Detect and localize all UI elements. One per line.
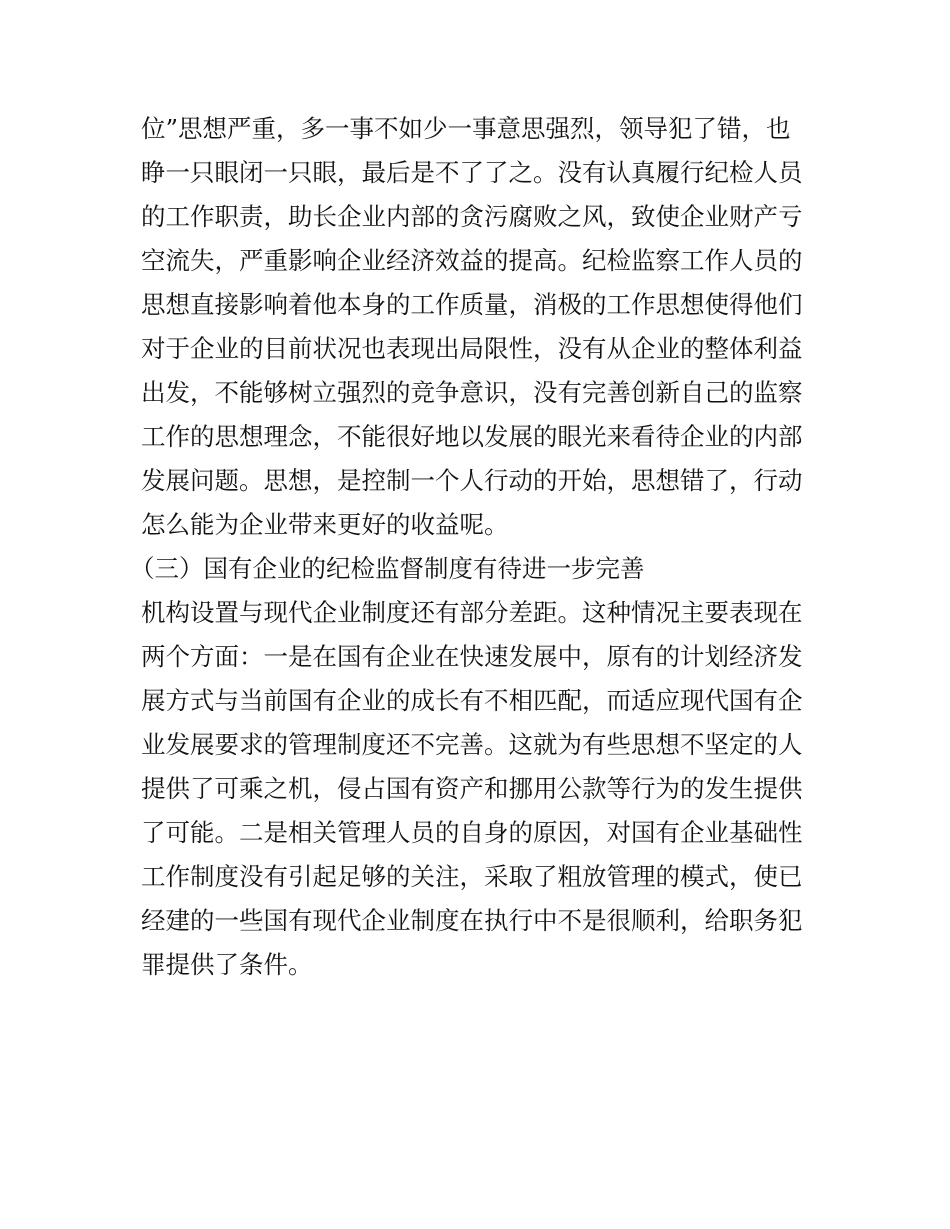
text-line: 提供了可乘之机，侵占国有资产和挪用公款等行为的发生提供	[141, 774, 803, 803]
text-line: 怎么能为企业带来更好的收益呢。	[141, 510, 509, 539]
text-line: 工作制度没有引起足够的关注，采取了粗放管理的模式，使已	[141, 862, 803, 891]
text-line: 了可能。二是相关管理人员的自身的原因，对国有企业基础性	[141, 818, 803, 847]
paragraph-1	[141, 107, 821, 547]
section-heading: （三）国有企业的纪检监督制度有待进一步完善	[130, 554, 645, 583]
text-line: 出发，不能够树立强烈的竞争意识，没有完善创新自己的监察	[141, 378, 803, 407]
text-line: 机构设置与现代企业制度还有部分差距。这种情况主要表现在	[141, 598, 803, 627]
document-body	[130, 107, 821, 987]
text-line: 空流失，严重影响企业经济效益的提高。纪检监察工作人员的	[141, 246, 803, 275]
text-line: 的工作职责，助长企业内部的贪污腐败之风，致使企业财产亏	[141, 202, 803, 231]
text-line: 位”思想严重，多一事不如少一事意思强烈，领导犯了错，也	[141, 114, 791, 143]
text-line: 对于企业的目前状况也表现出局限性，没有从企业的整体利益	[141, 334, 803, 363]
text-line: 经建的一些国有现代企业制度在执行中不是很顺利，给职务犯	[141, 906, 803, 935]
text-line: 两个方面：一是在国有企业在快速发展中，原有的计划经济发	[141, 642, 803, 671]
text-line: 发展问题。思想，是控制一个人行动的开始，思想错了，行动	[141, 466, 803, 495]
text-line: 业发展要求的管理制度还不完善。这就为有些思想不坚定的人	[141, 730, 803, 759]
text-line: 罪提供了条件。	[141, 950, 313, 979]
text-line: 思想直接影响着他本身的工作质量，消极的工作思想使得他们	[141, 290, 803, 319]
paragraph-2	[141, 591, 821, 987]
text-line: 工作的思想理念，不能很好地以发展的眼光来看待企业的内部	[141, 422, 803, 451]
text-line: 展方式与当前国有企业的成长有不相匹配，而适应现代国有企	[141, 686, 803, 715]
text-line: 睁一只眼闭一只眼，最后是不了了之。没有认真履行纪检人员	[141, 158, 803, 187]
